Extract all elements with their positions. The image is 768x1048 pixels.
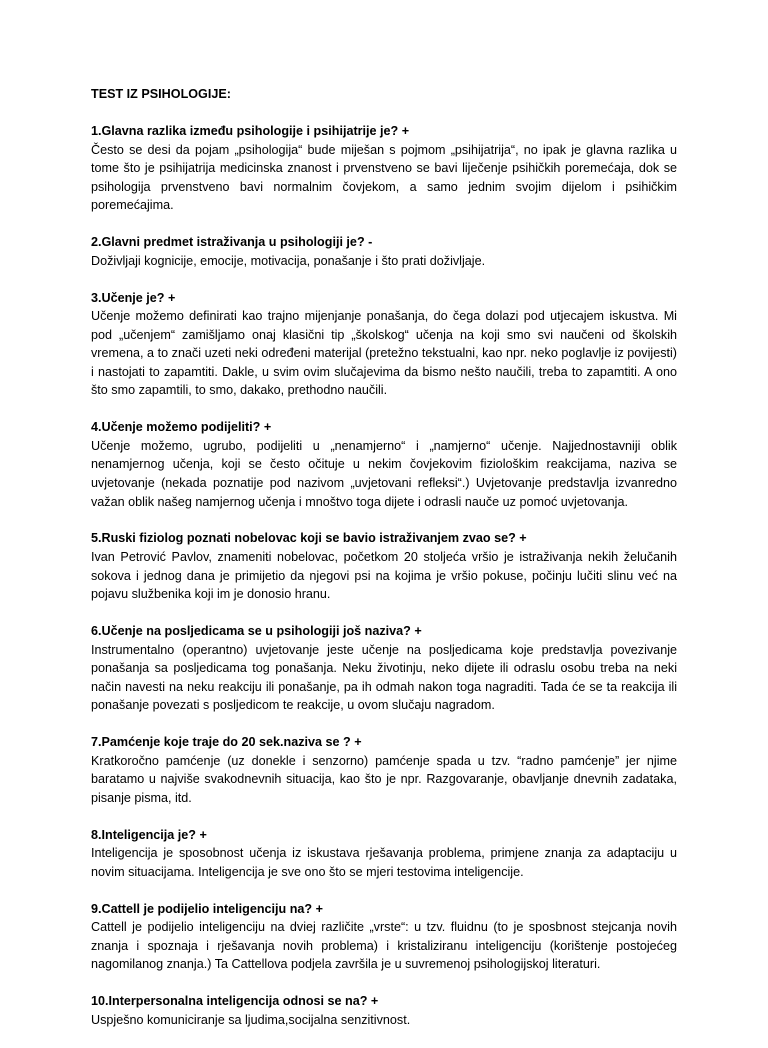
answer-2: Doživljaji kognicije, emocije, motivacija, ponašanje i što prati doživljaje. <box>91 253 486 268</box>
question-6: 6.Učenje na posljedicama se u psihologiji još naziva? + <box>91 623 422 638</box>
answer-4: Učenje možemo, ugrubo, podijeliti u „nenamjerno“ i „namjerno“ učenje. Najjednostavniji oblik nenamjernog učenja, koji se često očituje u nekim čovjekovim fiziološkim reakcijama, naziva se uvjetovanje (nekada poznatije pod nazivom „uvjetovani refleksi“.) Uvjetovanje predstavlja izvanredno važan oblik našeg namjernog učenja i mnoštvo toga dijete i odrasli nauče uz pomoć uvjetovanja. <box>91 438 677 509</box>
question-2: 2.Glavni predmet istraživanja u psihologiji je? - <box>91 235 373 250</box>
answer-8: Inteligencija je sposobnost učenja iz iskustava rješavanja problema, primjene znanja za adaptaciju u novim situacijama. Inteligencija je sve ono što se mjeri testovima inteligencije. <box>91 846 677 879</box>
question-9: 9.Cattell je podijelio inteligenciju na? + <box>91 901 323 916</box>
question-7: 7.Pamćenje koje traje do 20 sek.naziva se ? + <box>91 735 362 750</box>
qa-item-3 <box>91 289 677 401</box>
qa-item-9 <box>91 900 677 974</box>
qa-item-7 <box>91 733 677 807</box>
qa-item-4 <box>91 418 677 511</box>
answer-1: Često se desi da pojam „psihologija“ bude miješan s pojmom „psihijatrija“, no ipak je glavna razlika u tome što je psihijatrija medicinska znanost i prvenstveno se bavi liječenje psihičkih poremećaja, dok se psihologija prvenstveno bavi normalnim čovjekom, a samo jednim svojim dijelom i psihičkim poremećajima. <box>91 142 677 213</box>
answer-7: Kratkoročno pamćenje (uz donekle i senzorno) pamćenje spada u tzv. “radno pamćenje” jer njime baratamo u najviše svakodnevnih situacija, kao što je npr. Razgovaranje, obavljanje dnevnih zadataka, pisanje pisma, itd. <box>91 753 677 805</box>
document-page <box>91 85 677 1048</box>
qa-item-5 <box>91 529 677 603</box>
answer-3: Učenje možemo definirati kao trajno mijenjanje ponašanja, do čega dolazi pod utjecajem iskustva. Mi pod „učenjem“ zamišljamo onaj klasični tip „školskog“ učenja na koji smo svi naučeni od školskih vremena, a to znači uzeti neki određeni materijal (pretežno tekstualni, kao npr. neko poglavlje iz povijesti) i nastojati to zapamtiti. Dakle, u svim ovim slučajevima da bismo nešto naučili, treba to zapamtiti. A ono što smo zapamtili, to smo, dakako, prethodno naučili. <box>91 309 677 398</box>
question-1: 1.Glavna razlika između psihologije i psihijatrije je? + <box>91 123 410 138</box>
question-5: 5.Ruski fiziolog poznati nobelovac koji se bavio istraživanjem zvao se? + <box>91 531 527 546</box>
answer-5: Ivan Petrović Pavlov, znameniti nobelovac, početkom 20 stoljeća vršio je istraživanja nekih želučanih sokova i jednog dana je primijetio da njegovi psi na kojima je vršio pokuse, počinju lučiti slinu već na pojavu službenika koji im je donosio hranu. <box>91 550 677 602</box>
document-title: TEST IZ PSIHOLOGIJE: <box>91 87 231 101</box>
qa-item-6 <box>91 622 677 715</box>
qa-item-2 <box>91 233 677 270</box>
question-8: 8.Inteligencija je? + <box>91 827 207 842</box>
answer-9: Cattell je podijelio inteligenciju na dviej različite „vrste“: u tzv. fluidnu (to je sposbnost stejcanja novih znanja i spoznaja i rješavanja novih problema) i kristaliziranu inteligenciju (korištenje postojećeg nagomilanog znanja.) Ta Cattellova podjela završila je u suvremenoj psihologijskoj literaturi. <box>91 920 677 972</box>
answer-10: Uspješno komuniciranje sa ljudima,socijalna senzitivnost. <box>91 1012 411 1027</box>
question-10: 10.Interpersonalna inteligencija odnosi se na? + <box>91 994 379 1009</box>
question-4: 4.Učenje možemo podijeliti? + <box>91 420 272 435</box>
question-3: 3.Učenje je? + <box>91 290 176 305</box>
qa-item-8 <box>91 826 677 882</box>
qa-item-1 <box>91 122 677 215</box>
answer-6: Instrumentalno (operantno) uvjetovanje jeste učenje na posljedicama koje predstavlja povezivanje ponašanja sa posljedicama tog ponašanja. Neku životinju, neko dijete ili odraslu osobu treba na neki način navesti na neku reakciju ili ponašanje, pa ih odmah nakon toga nagraditi. Tada će se ta reakcija ili ponašanje povezati s posljedicom te reakcije, u ovom slučaju nagradom. <box>91 642 677 713</box>
